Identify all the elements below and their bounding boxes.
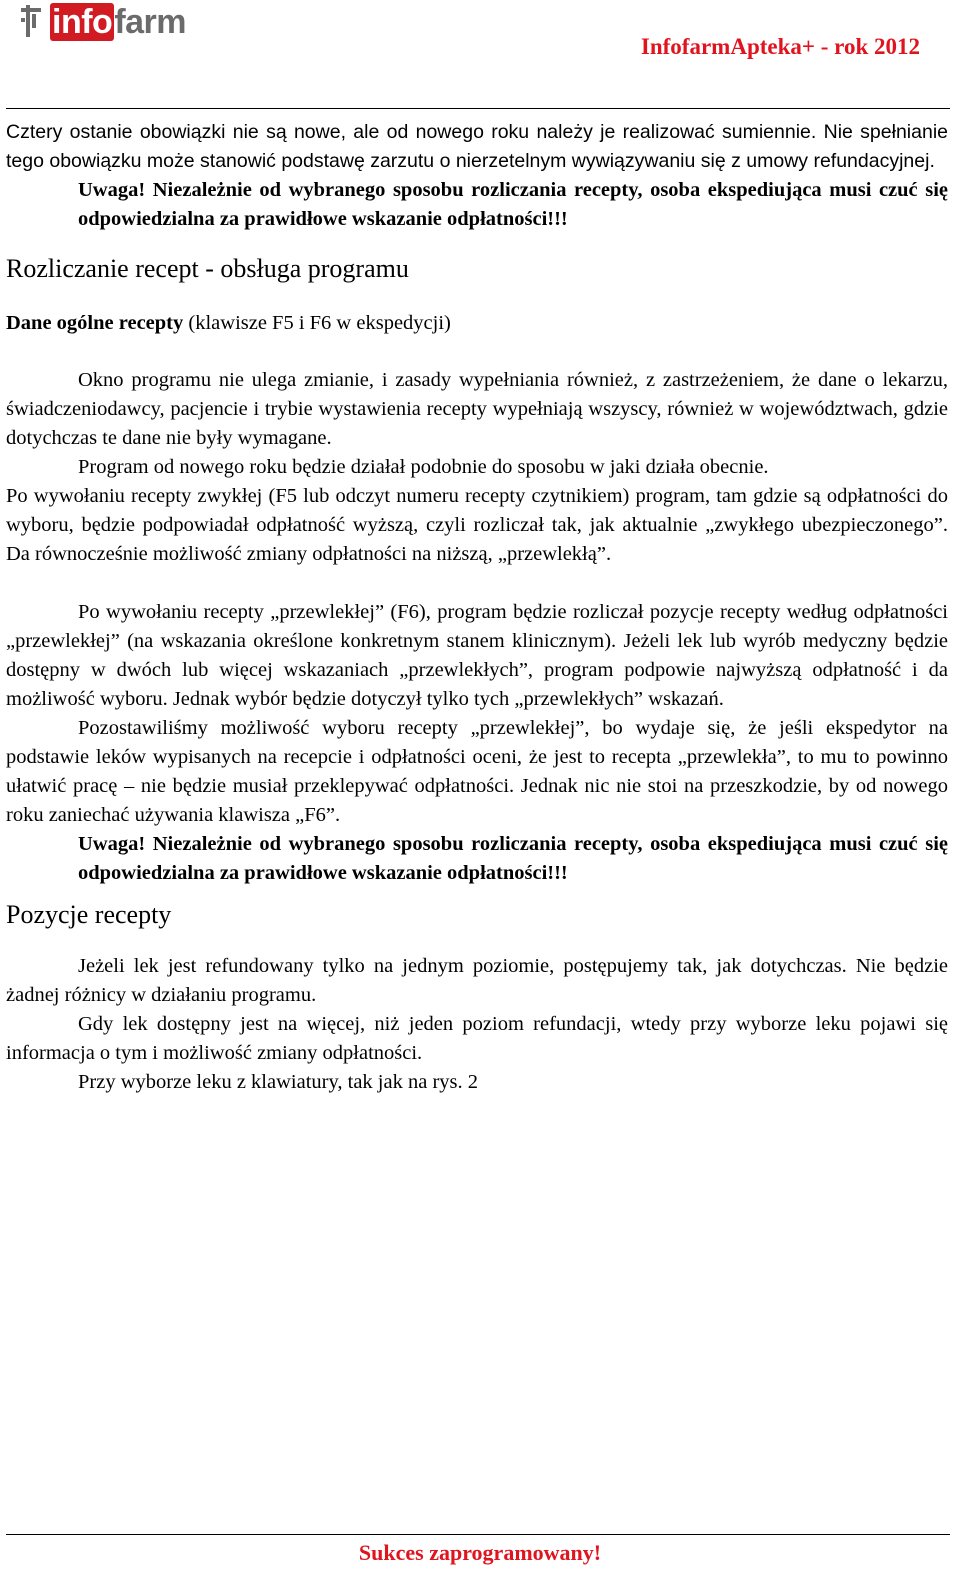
logo-text-farm: farm [114,3,187,41]
section1-paragraph-2: Program od nowego roku będzie działał podobnie do sposobu w jaki działa obecnie. [78,456,769,478]
intro-warning: Uwaga! Niezależnie od wybranego sposobu rozliczania recepty, osoba ekspediująca musi czuć się odpowiedzialna za prawidłowe wskazanie odpłatności!!! [78,179,948,230]
subheading-rest: (klawisze F5 i F6 w ekspedycji) [183,312,451,334]
section-heading-rozliczanie: Rozliczanie recept - obsługa programu [6,254,409,283]
footer-divider [6,1534,950,1535]
header-divider [6,108,950,109]
logo-mark-icon [18,4,44,40]
subheading-bold: Dane ogólne recepty [6,312,184,334]
section1-paragraph-5: Pozostawiliśmy możliwość wyboru recepty „przewlekłej”, bo wydaje się, że jeśli ekspedytor na podstawie leków wypisanych na recepcie i odpłatności oceni, że jest to recepta „przewlekła”, to mu to powinno ułatwić pracę – nie będzie musiał przeklepywać odpłatności. Jednak nic nie stoi na przeszkodzie, by od nowego roku zaniechać używania klawisza „F6”. [6,717,948,826]
section-heading-pozycje: Pozycje recepty [6,900,172,929]
section1-warning: Uwaga! Niezależnie od wybranego sposobu rozliczania recepty, osoba ekspediująca musi czuć się odpowiedzialna za prawidłowe wskazanie odpłatności!!! [78,833,948,884]
intro-paragraph: Cztery ostanie obowiązki nie są nowe, ale od nowego roku należy je realizować sumiennie. Nie spełnianie tego obowiązku może stanowić podstawę zarzutu o nierzetelnym wywiązywaniu się z umowy refundacyjnej. [6,121,948,172]
section2-paragraph-1: Jeżeli lek jest refundowany tylko na jednym poziomie, postępujemy tak, jak dotychczas. Nie będzie żadnej różnicy w działaniu programu. [6,955,948,1006]
subheading-dane-ogolne [6,309,948,338]
logo-text-info: info [52,3,113,41]
section1-paragraph-4: Po wywołaniu recepty „przewlekłej” (F6), program będzie rozliczał pozycje recepty według odpłatności „przewlekłej” (na wskazania określone konkretnym stanem klinicznym). Jeżeli lek lub wyrób medyczny będzie dostępny w dwóch lub więcej wskazaniach „przewlekłych”, program podpowie najwyższą odpłatność i da możliwość wyboru. Jednak wybór będzie dotyczył tylko tych „przewlekłych” wskazań. [6,601,948,710]
section2-paragraph-2: Gdy lek dostępny jest na więcej, niż jeden poziom refundacji, wtedy przy wyborze leku pojawi się informacja o tym i możliwość zmiany odpłatności. [6,1013,948,1064]
document-body [6,118,948,1097]
section1-paragraph-1: Okno programu nie ulega zmianie, i zasady wypełniania również, z zastrzeżeniem, że dane o lekarzu, świadczeniodawcy, pacjencie i trybie wystawienia recepty wypełniają wszyscy, również w województwach, gdzie dotychczas te dane nie były wymagane. [6,369,948,449]
section2-paragraph-3: Przy wyborze leku z klawiatury, tak jak na rys. 2 [78,1071,479,1093]
infofarm-logo [18,2,186,42]
section1-paragraph-3: Po wywołaniu recepty zwykłej (F5 lub odczyt numeru recepty czytnikiem) program, tam gdzie są odpłatności do wyboru, będzie podpowiadał odpłatność wyższą, czyli rozliczał tak, jak aktualnie „zwykłego ubezpieczonego”. Da równocześnie możliwość zmiany odpłatności na niższą, „przewlekłą”. [6,485,948,565]
header-title: InfofarmApteka+ - rok 2012 [640,34,920,59]
footer-slogan: Sukces zaprogramowany! [358,1540,602,1565]
page-header [0,0,960,110]
